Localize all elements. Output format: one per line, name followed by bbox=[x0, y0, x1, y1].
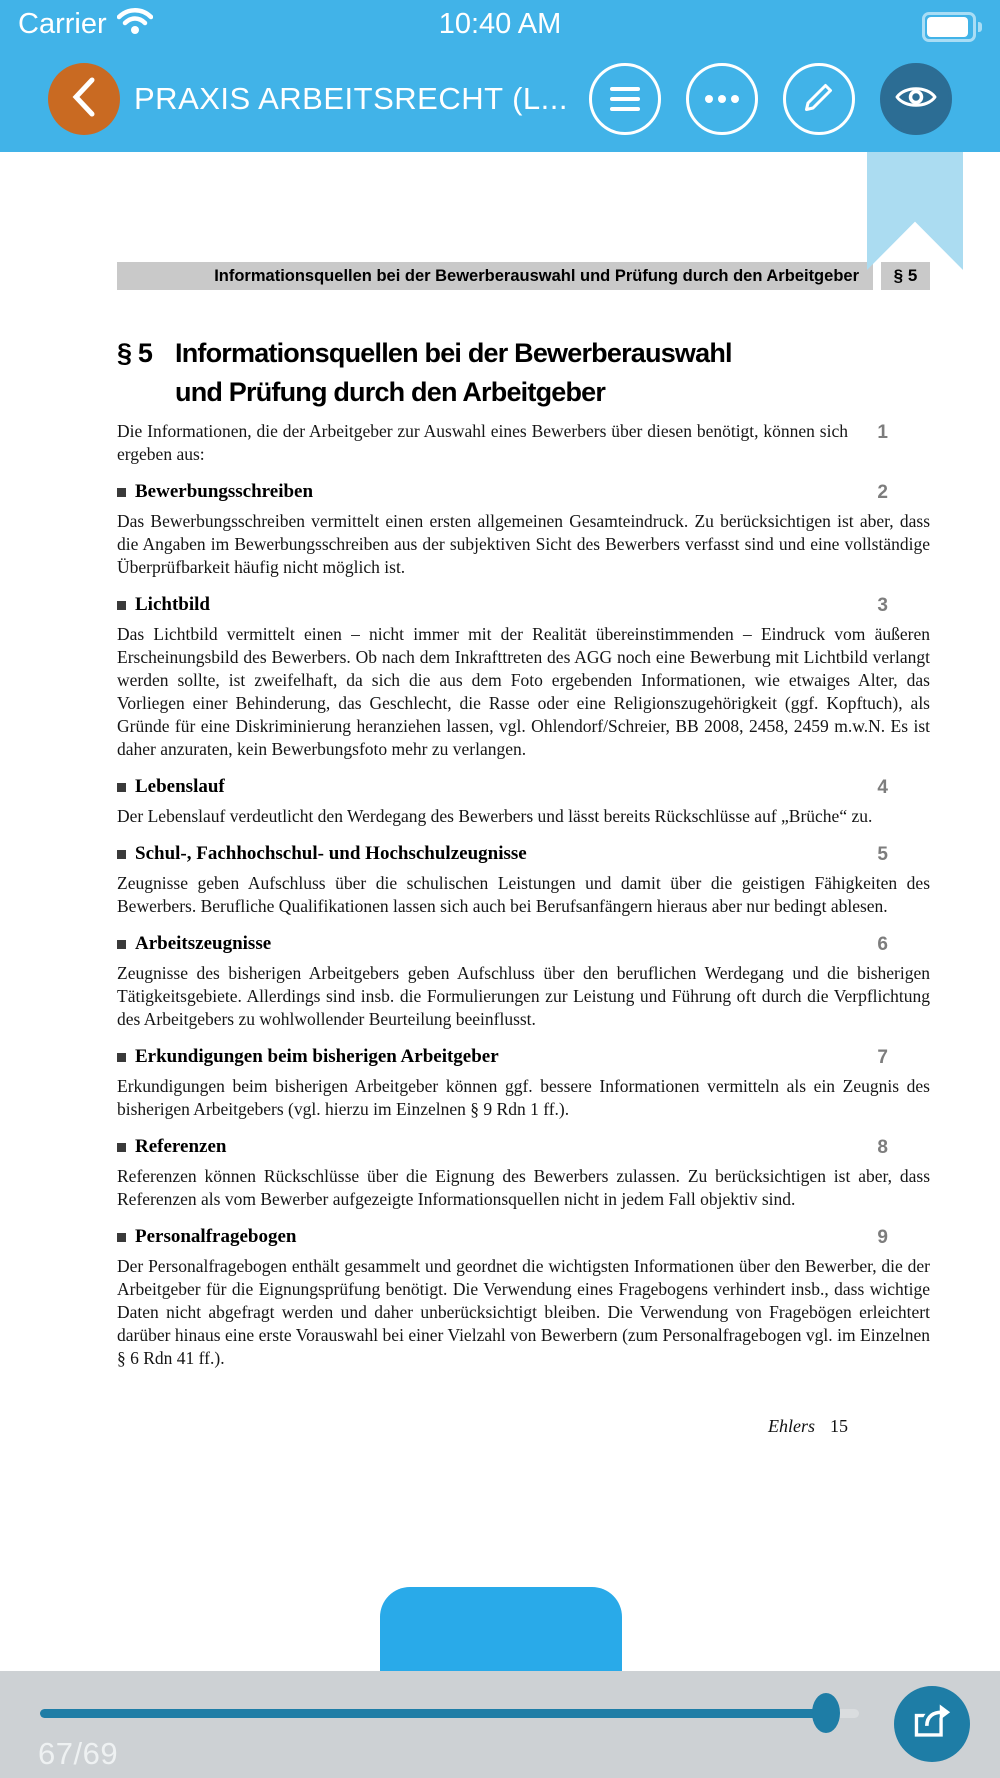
section-paragraph: Das Bewerbungsschreiben vermittelt einen ersten allgemeinen Gesamteindruck. Zu berücksichtigen ist aber, dass die Angaben im Bewerbungsschreiben aus der subjektiven Sicht des Bewerbers verfasst sind und eine vollständige Überprüfbarkeit häufig nicht möglich ist. bbox=[117, 511, 930, 577]
bottom-toolbar bbox=[0, 1671, 1000, 1778]
section-heading bbox=[117, 480, 848, 504]
section-paragraph: Zeugnisse geben Aufschluss über die schulischen Leistungen und damit über die geistigen Fähigkeiten des Bewerbers. Berufliche Qualifikationen lassen sich auch bei Berufsanfängern hieraus aber nur bedingt ablesen. bbox=[117, 873, 930, 916]
intro-paragraph: Die Informationen, die der Arbeitgeber zur Auswahl eines Bewerbers über diesen benötigt, können sich ergeben aus: bbox=[117, 421, 848, 464]
square-bullet-icon bbox=[117, 783, 126, 792]
section-paragraph: Referenzen können Rückschlüsse über die Eignung des Bewerbers zulassen. Zu berücksichtigen ist aber, dass Referenzen als vom Bewerber aufgezeigte Informationsquellen nicht in jedem Fall objektiv sind. bbox=[117, 1166, 930, 1209]
section-heading bbox=[117, 1135, 848, 1159]
section-heading bbox=[117, 1045, 848, 1069]
section-paragraph: Der Lebenslauf verdeutlicht den Werdegang des Bewerbers und lässt bereits Rückschlüsse auf „Brüche“ zu. bbox=[117, 806, 873, 826]
status-bar bbox=[0, 0, 1000, 46]
author-name: Ehlers bbox=[768, 1416, 815, 1436]
section-heading bbox=[117, 932, 848, 956]
margin-number: 9 bbox=[877, 1227, 888, 1248]
document-page bbox=[117, 152, 930, 1437]
carrier-label: Carrier bbox=[18, 8, 107, 40]
section-title: Arbeitszeugnisse bbox=[135, 933, 272, 954]
margin-number: 8 bbox=[877, 1137, 888, 1158]
document-section bbox=[117, 593, 930, 761]
ellipsis-icon bbox=[705, 95, 739, 103]
section-paragraph: Der Personalfragebogen enthält gesammelt und geordnet die wichtigsten Informationen über den Bewerber, die der Arbeitgeber für die Eignungsprüfung benötigt. Die Verwendung eines Fragebogens verhindert insb., dass wichtige Daten nicht abgefragt werden und daher unberücksichtigt bleiben. Die Verwendung von Fragebögen erleichtert darüber hinaus eine erste Vorauswahl bei einer Vielzahl von Bewerbern (zum Personalfragebogen vgl. im Einzelnen § 6 Rdn 41 ff.). bbox=[117, 1256, 930, 1368]
document-section bbox=[117, 1225, 930, 1370]
section-heading bbox=[117, 593, 848, 617]
margin-number: 2 bbox=[877, 482, 888, 503]
margin-number: 6 bbox=[877, 934, 888, 955]
book-title: PRAXIS ARBEITSRECHT (L... bbox=[134, 81, 568, 116]
square-bullet-icon bbox=[117, 1233, 126, 1242]
margin-number: 1 bbox=[877, 422, 888, 443]
pencil-icon bbox=[800, 78, 838, 121]
clock: 10:40 AM bbox=[438, 8, 562, 40]
more-options-button[interactable] bbox=[686, 63, 758, 135]
sections-container bbox=[117, 480, 930, 1370]
section-title: Erkundigungen beim bisherigen Arbeitgeber bbox=[135, 1046, 499, 1067]
annotate-button[interactable] bbox=[783, 63, 855, 135]
share-button[interactable] bbox=[894, 1686, 970, 1762]
section-title: Lichtbild bbox=[135, 594, 210, 615]
section-paragraph: Erkundigungen beim bisherigen Arbeitgeber können ggf. bessere Informationen vermitteln als ein Zeugnis des bisherigen Arbeitgebers (vgl. hierzu im Einzelnen § 9 Rdn 1 ff.). bbox=[117, 1076, 930, 1119]
square-bullet-icon bbox=[117, 488, 126, 497]
page-indicator: 67/69 bbox=[38, 1736, 119, 1771]
margin-number: 5 bbox=[877, 844, 888, 865]
navigation-bar bbox=[0, 46, 1000, 152]
slider-thumb[interactable] bbox=[812, 1693, 840, 1733]
section-title: Bewerbungsschreiben bbox=[135, 481, 314, 502]
document-section bbox=[117, 1135, 930, 1211]
margin-number: 7 bbox=[877, 1047, 888, 1068]
back-button[interactable] bbox=[48, 63, 120, 135]
progress-fill bbox=[40, 1709, 826, 1718]
view-mode-button[interactable] bbox=[880, 63, 952, 135]
chevron-left-icon bbox=[71, 76, 97, 123]
page-footer bbox=[117, 1416, 848, 1437]
square-bullet-icon bbox=[117, 940, 126, 949]
margin-number: 3 bbox=[877, 595, 888, 616]
hamburger-icon bbox=[610, 84, 640, 114]
document-section bbox=[117, 1045, 930, 1121]
margin-number: 4 bbox=[877, 777, 888, 798]
running-head-section: § 5 bbox=[881, 262, 930, 290]
section-paragraph: Zeugnisse des bisherigen Arbeitgebers geben Aufschluss über den beruflichen Werdegang und die bisherigen Tätigkeitsgebiete. Allerdings sind insb. die Formulierungen zur Leistung und Führung oft durch die Verpflichtung des Arbeitgebers zu wohlwollender Beurteilung beeinflusst. bbox=[117, 963, 930, 1029]
section-title: Referenzen bbox=[135, 1136, 227, 1157]
document-section bbox=[117, 842, 930, 918]
chapter-heading bbox=[117, 334, 888, 412]
running-head bbox=[117, 262, 930, 290]
document-section bbox=[117, 480, 930, 579]
intro-block bbox=[117, 420, 888, 466]
share-icon bbox=[910, 1700, 954, 1749]
top-bar bbox=[0, 0, 1000, 152]
chapter-number: § 5 bbox=[117, 338, 153, 368]
square-bullet-icon bbox=[117, 1143, 126, 1152]
square-bullet-icon bbox=[117, 1053, 126, 1062]
toc-menu-button[interactable] bbox=[589, 63, 661, 135]
battery-icon bbox=[922, 12, 982, 42]
section-title: Personalfragebogen bbox=[135, 1226, 297, 1247]
document-section bbox=[117, 932, 930, 1031]
print-page-number: 15 bbox=[830, 1416, 848, 1436]
running-head-title: Informationsquellen bei der Bewerberauswahl und Prüfung durch den Arbeitgeber bbox=[117, 262, 873, 290]
section-paragraph: Das Lichtbild vermittelt einen – nicht immer mit der Realität übereinstimmenden – Eindruck vom äußeren Erscheinungsbild des Bewerbers. Ob nach dem Inkrafttreten des AGG noch eine Bewerbung mit Lichtbild verlangt werden sollte, ist zweifelhaft, da sich die aus dem Foto ergebenden Informationen, wie etwaiges Alter, das Vorliegen einer Behinderung, das Geschlecht, die Rasse oder eine Religionszugehörigkeit (ggf. Kopftuch), als Gründe für eine Diskriminierung heranziehen lassen, vgl. Ohlendorf/Schreier, BB 2008, 2458, 2459 m.w.N. Es ist daher anzuraten, kein Bewerbungsfoto mehr zu verlangen. bbox=[117, 624, 930, 759]
page-slider[interactable] bbox=[40, 1709, 859, 1718]
section-heading bbox=[117, 775, 848, 799]
document-section bbox=[117, 775, 930, 828]
section-title: Schul-, Fachhochschul- und Hochschulzeugnisse bbox=[135, 843, 527, 864]
square-bullet-icon bbox=[117, 850, 126, 859]
section-title: Lebenslauf bbox=[135, 776, 225, 797]
section-heading bbox=[117, 1225, 848, 1249]
eye-icon bbox=[894, 82, 938, 117]
square-bullet-icon bbox=[117, 601, 126, 610]
section-heading bbox=[117, 842, 848, 866]
chapter-title: Informationsquellen bei der Bewerberauswahl und Prüfung durch den Arbeitgeber bbox=[175, 338, 732, 407]
